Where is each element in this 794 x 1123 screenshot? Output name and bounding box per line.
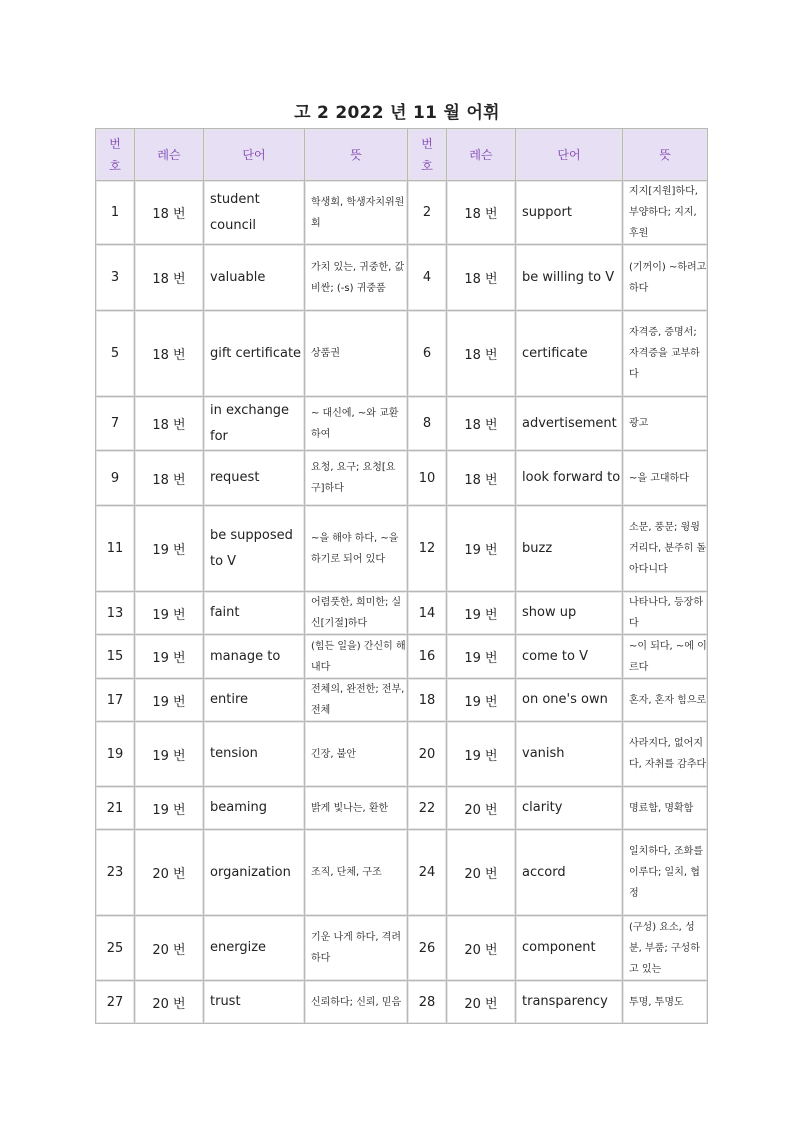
- entry-meaning: 지지[지원]하다, 부양하다; 지지, 후원: [623, 181, 708, 245]
- table-row: [96, 451, 708, 506]
- entry-word: come to V: [516, 635, 623, 679]
- entry-meaning: 명료함, 명확함: [623, 787, 708, 830]
- entry-word: gift certificate: [204, 311, 305, 397]
- entry-number: 16: [408, 635, 447, 679]
- entry-number: 10: [408, 451, 447, 506]
- entry-lesson: 20 번: [447, 916, 516, 981]
- entry-lesson: 18 번: [135, 451, 204, 506]
- entry-lesson: 19 번: [135, 787, 204, 830]
- entry-meaning: ~을 고대하다: [623, 451, 708, 506]
- entry-word: component: [516, 916, 623, 981]
- entry-word: certificate: [516, 311, 623, 397]
- entry-word: student council: [204, 181, 305, 245]
- entry-lesson: 19 번: [447, 506, 516, 592]
- entry-meaning: (힘든 일을) 간신히 해내다: [305, 635, 408, 679]
- table-row: [96, 311, 708, 397]
- entry-meaning: ~을 해야 하다, ~을 하기로 되어 있다: [305, 506, 408, 592]
- entry-meaning: 소문, 풍문; 윙윙거리다, 분주히 돌아다니다: [623, 506, 708, 592]
- entry-number: 23: [96, 830, 135, 916]
- entry-lesson: 19 번: [447, 679, 516, 722]
- header-meaning: 뜻: [305, 129, 408, 181]
- table-row: [96, 635, 708, 679]
- page-title: 고 2 2022 년 11 월 어휘: [294, 103, 500, 123]
- entry-word: clarity: [516, 787, 623, 830]
- table-row: [96, 787, 708, 830]
- entry-number: 22: [408, 787, 447, 830]
- table-row: [96, 981, 708, 1024]
- entry-meaning: 광고: [623, 397, 708, 451]
- header-lesson: 레슨: [135, 129, 204, 181]
- entry-word: in exchange for: [204, 397, 305, 451]
- entry-number: 15: [96, 635, 135, 679]
- entry-number: 5: [96, 311, 135, 397]
- entry-word: faint: [204, 592, 305, 635]
- entry-number: 14: [408, 592, 447, 635]
- entry-lesson: 18 번: [447, 245, 516, 311]
- entry-word: vanish: [516, 722, 623, 787]
- entry-meaning: 혼자, 혼자 힘으로: [623, 679, 708, 722]
- entry-meaning: 전체의, 완전한; 전부, 전체: [305, 679, 408, 722]
- entry-number: 25: [96, 916, 135, 981]
- entry-meaning: 요청, 요구; 요청[요구]하다: [305, 451, 408, 506]
- entry-meaning: ~ 대신에, ~와 교환하여: [305, 397, 408, 451]
- entry-word: valuable: [204, 245, 305, 311]
- entry-meaning: 가치 있는, 귀중한, 값비싼; (-s) 귀중품: [305, 245, 408, 311]
- entry-number: 12: [408, 506, 447, 592]
- header-number: 번 호: [96, 129, 135, 181]
- entry-lesson: 19 번: [135, 722, 204, 787]
- entry-number: 2: [408, 181, 447, 245]
- table-row: [96, 679, 708, 722]
- entry-word: accord: [516, 830, 623, 916]
- entry-number: 1: [96, 181, 135, 245]
- entry-meaning: 신뢰하다; 신뢰, 믿음: [305, 981, 408, 1024]
- entry-meaning: 밝게 빛나는, 환한: [305, 787, 408, 830]
- entry-word: energize: [204, 916, 305, 981]
- entry-meaning: 나타나다, 등장하다: [623, 592, 708, 635]
- entry-word: transparency: [516, 981, 623, 1024]
- entry-word: be willing to V: [516, 245, 623, 311]
- entry-number: 7: [96, 397, 135, 451]
- entry-lesson: 20 번: [135, 916, 204, 981]
- entry-number: 6: [408, 311, 447, 397]
- entry-lesson: 19 번: [135, 506, 204, 592]
- header-row: [96, 129, 708, 181]
- entry-meaning: (구성) 요소, 성분, 부품; 구성하고 있는: [623, 916, 708, 981]
- entry-word: tension: [204, 722, 305, 787]
- header-word: 단어: [204, 129, 305, 181]
- entry-lesson: 18 번: [135, 397, 204, 451]
- table-row: [96, 397, 708, 451]
- entry-lesson: 20 번: [135, 981, 204, 1024]
- entry-number: 9: [96, 451, 135, 506]
- header-lesson: 레슨: [447, 129, 516, 181]
- entry-meaning: 기운 나게 하다, 격려하다: [305, 916, 408, 981]
- entry-word: manage to: [204, 635, 305, 679]
- entry-number: 11: [96, 506, 135, 592]
- entry-number: 24: [408, 830, 447, 916]
- table-row: [96, 592, 708, 635]
- entry-lesson: 19 번: [447, 635, 516, 679]
- entry-meaning: 상품권: [305, 311, 408, 397]
- entry-number: 3: [96, 245, 135, 311]
- entry-word: advertisement: [516, 397, 623, 451]
- entry-word: look forward to: [516, 451, 623, 506]
- entry-lesson: 18 번: [447, 311, 516, 397]
- entry-word: trust: [204, 981, 305, 1024]
- entry-number: 26: [408, 916, 447, 981]
- entry-number: 18: [408, 679, 447, 722]
- table-row: [96, 830, 708, 916]
- entry-meaning: (기꺼이) ~하려고 하다: [623, 245, 708, 311]
- entry-lesson: 18 번: [135, 311, 204, 397]
- table-row: [96, 506, 708, 592]
- table-row: [96, 245, 708, 311]
- entry-meaning: 투명, 투명도: [623, 981, 708, 1024]
- entry-word: buzz: [516, 506, 623, 592]
- entry-word: beaming: [204, 787, 305, 830]
- entry-word: organization: [204, 830, 305, 916]
- header-word: 단어: [516, 129, 623, 181]
- header-meaning: 뜻: [623, 129, 708, 181]
- entry-word: on one's own: [516, 679, 623, 722]
- entry-lesson: 20 번: [135, 830, 204, 916]
- entry-lesson: 18 번: [447, 451, 516, 506]
- entry-word: be supposed to V: [204, 506, 305, 592]
- entry-meaning: ~이 되다, ~에 이르다: [623, 635, 708, 679]
- entry-meaning: 긴장, 불안: [305, 722, 408, 787]
- entry-lesson: 19 번: [135, 679, 204, 722]
- entry-number: 4: [408, 245, 447, 311]
- entry-word: entire: [204, 679, 305, 722]
- table-row: [96, 181, 708, 245]
- entry-number: 20: [408, 722, 447, 787]
- entry-lesson: 20 번: [447, 787, 516, 830]
- entry-lesson: 18 번: [447, 181, 516, 245]
- entry-lesson: 19 번: [447, 592, 516, 635]
- entry-lesson: 18 번: [135, 245, 204, 311]
- entry-lesson: 20 번: [447, 981, 516, 1024]
- entry-word: support: [516, 181, 623, 245]
- table-row: [96, 916, 708, 981]
- entry-number: 21: [96, 787, 135, 830]
- entry-meaning: 어렴풋한, 희미한; 실신[기절]하다: [305, 592, 408, 635]
- entry-meaning: 사라지다, 없어지다, 자취를 감추다: [623, 722, 708, 787]
- entry-word: request: [204, 451, 305, 506]
- entry-number: 13: [96, 592, 135, 635]
- entry-meaning: 일치하다, 조화를 이루다; 일치, 협정: [623, 830, 708, 916]
- entry-lesson: 19 번: [135, 592, 204, 635]
- entry-number: 27: [96, 981, 135, 1024]
- entry-meaning: 조직, 단체, 구조: [305, 830, 408, 916]
- entry-number: 17: [96, 679, 135, 722]
- entry-lesson: 18 번: [447, 397, 516, 451]
- entry-number: 19: [96, 722, 135, 787]
- entry-lesson: 20 번: [447, 830, 516, 916]
- entry-meaning: 자격증, 증명서; 자격증을 교부하다: [623, 311, 708, 397]
- vocabulary-table: [95, 128, 708, 1024]
- entry-lesson: 19 번: [447, 722, 516, 787]
- entry-number: 8: [408, 397, 447, 451]
- entry-number: 28: [408, 981, 447, 1024]
- entry-word: show up: [516, 592, 623, 635]
- entry-lesson: 18 번: [135, 181, 204, 245]
- entry-meaning: 학생회, 학생자치위원회: [305, 181, 408, 245]
- entry-lesson: 19 번: [135, 635, 204, 679]
- header-number: 번 호: [408, 129, 447, 181]
- table-row: [96, 722, 708, 787]
